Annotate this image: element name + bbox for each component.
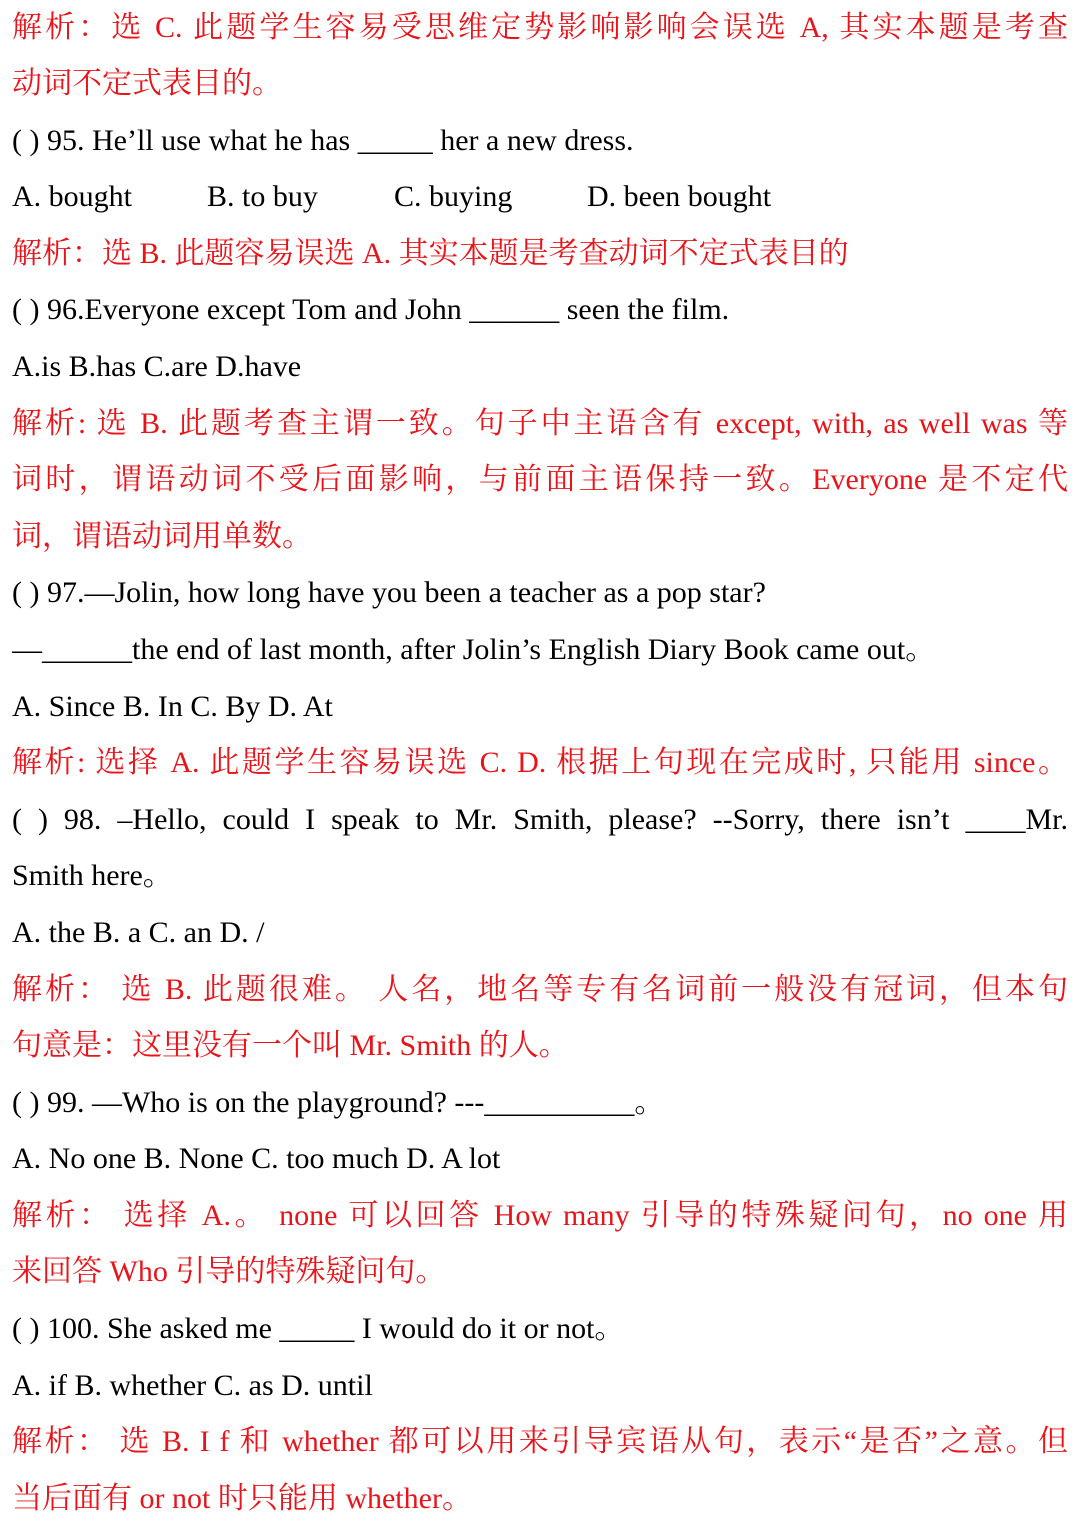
analysis-99-line-1: 解析： 选择 A.。 none 可以回答 How many 引导的特殊疑问句，no one 用	[12, 1198, 1068, 1232]
question-100: ( ) 100. She asked me _____ I would do it or not。	[12, 1312, 625, 1346]
analysis-96-line-1: 解析: 选 B. 此题考查主谓一致。句子中主语含有 except, with, as well was 等	[12, 406, 1068, 440]
analysis-100-line-2: 当后面有 or not 时只能用 whether。	[12, 1481, 472, 1515]
question-99-options: A. No one B. None C. too much D. A lot	[12, 1142, 501, 1176]
analysis-96-line-3: 词，谓语动词用单数。	[12, 519, 312, 553]
analysis-96-line-2: 词时，谓语动词不受后面影响，与前面主语保持一致。Everyone 是不定代	[12, 463, 1068, 497]
analysis-98-line-2: 句意是：这里没有一个叫 Mr. Smith 的人。	[12, 1029, 569, 1063]
question-95-options	[12, 169, 1068, 226]
question-97-line-2: —______the end of last month, after Jolin’s English Diary Book came out。	[12, 632, 936, 666]
option-b: B. to buy	[207, 180, 318, 214]
question-96-options: A.is B.has C.are D.have	[12, 349, 302, 383]
analysis-100-line-1: 解析： 选 B. I f 和 whether 都可以用来引导宾语从句，表示“是否”之意。但	[12, 1425, 1068, 1459]
question-97-line-1: ( ) 97.—Jolin, how long have you been a teacher as a pop star?	[12, 576, 766, 610]
option-a: A. bought	[12, 180, 132, 214]
analysis-94-line-1: 解析：选 C. 此题学生容易受思维定势影响影响会误选 A, 其实本题是考查	[12, 11, 1068, 44]
question-98-line-1: ( ) 98. –Hello, could I speak to Mr. Smith, please? --Sorry, there isn’t ____Mr.	[12, 802, 1068, 836]
question-98-options: A. the B. a C. an D. /	[12, 915, 265, 949]
option-d: D. been bought	[587, 180, 772, 214]
analysis-98-line-1: 解析： 选 B. 此题很难。 人名，地名等专有名词前一般没有冠词，但本句	[12, 972, 1068, 1006]
question-97-options: A. Since B. In C. By D. At	[12, 689, 333, 723]
analysis-94-line-2: 动词不定式表目的。	[12, 67, 282, 100]
option-c: C. buying	[394, 180, 513, 214]
analysis-97: 解析: 选择 A. 此题学生容易误选 C. D. 根据上句现在完成时, 只能用 since。	[12, 746, 1068, 780]
question-99: ( ) 99. —Who is on the playground? ---__________。	[12, 1085, 665, 1119]
analysis-95: 解析：选 B. 此题容易误选 A. 其实本题是考查动词不定式表目的	[12, 236, 849, 270]
question-96: ( ) 96.Everyone except Tom and John ______ seen the film.	[12, 293, 730, 327]
question-95: ( ) 95. He’ll use what he has _____ her a new dress.	[12, 123, 634, 157]
question-100-options: A. if B. whether C. as D. until	[12, 1368, 373, 1402]
analysis-99-line-2: 来回答 Who 引导的特殊疑问句。	[12, 1255, 446, 1289]
question-98-line-2: Smith here。	[12, 859, 173, 893]
